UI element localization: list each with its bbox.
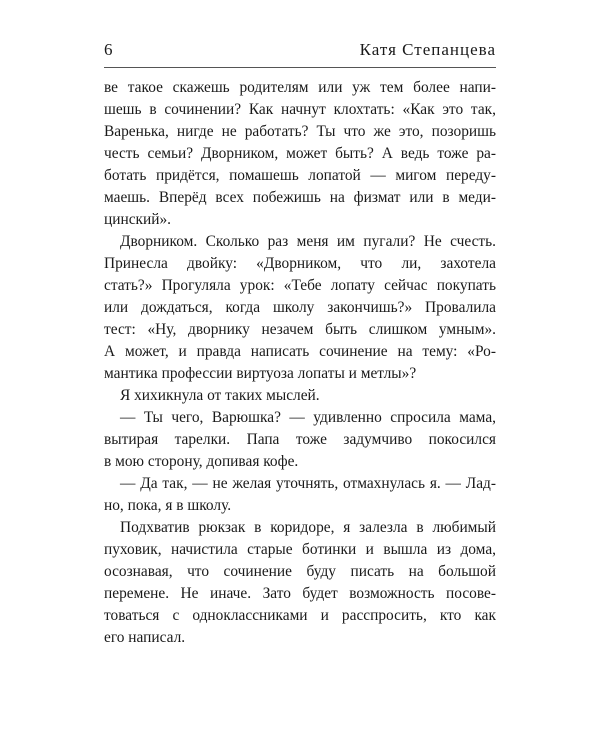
text-line: честь семьи? Дворником, может быть? А ведь тоже ра- [104,145,496,162]
text-line: перемене. Не иначе. Зато будет возможность посове- [104,585,496,602]
text-line: осознавая, что сочинение буду писать на большой [104,563,496,580]
text-line: цинский». [104,211,172,228]
text-line: тест: «Ну, дворнику незачем быть слишком умным». [104,321,496,338]
text-line: Я хихикнула от таких мыслей. [120,387,320,404]
text-line: А может, и правда написать сочинение на тему: «Ро- [104,343,496,360]
text-line: — Ты чего, Варюшка? — удивленно спросила мама, [120,409,496,426]
text-line: его написал. [104,629,186,646]
text-line: маешь. Вперёд всех побежишь на физмат или в меди- [104,189,496,206]
text-line: вытирая тарелки. Папа тоже задумчиво покосился [104,431,496,448]
page-number: 6 [104,40,113,59]
text-line: мантика профессии виртуоза лопаты и метлы»? [104,365,417,382]
text-line: или дождаться, когда школу закончишь?» Провалила [104,299,496,316]
running-head: Катя Степанцева [359,40,496,59]
text-line: Дворником. Сколько раз меня им пугали? Не счесть. [120,233,496,250]
text-line: ве такое скажешь родителям или уж тем более напи- [104,79,496,96]
header-rule [104,67,496,68]
text-line: Принесла двойку: «Дворником, что ли, захотела [104,255,496,272]
text-line: Подхватив рюкзак в коридоре, я залезла в любимый [120,519,496,536]
text-line: — Да так, — не желая уточнять, отмахнулась я. — Лад- [120,475,496,492]
text-line: шешь в сочинении? Как начнут клохтать: «Как это так, [104,101,496,118]
text-line: но, пока, я в школу. [104,497,232,514]
text-line: ботать придётся, помашешь лопатой — мигом переду- [104,167,496,184]
text-line: стать?» Прогуляла урок: «Тебе лопату сейчас покупать [104,277,496,294]
text-line: Варенька, нигде не работать? Ты что же это, позоришь [104,123,496,140]
text-line: в мою сторону, допивая кофе. [104,453,299,470]
text-line: пуховик, начистила старые ботинки и вышла из дома, [104,541,496,558]
text-line: товаться с одноклассниками и расспросить, кто как [104,607,496,624]
